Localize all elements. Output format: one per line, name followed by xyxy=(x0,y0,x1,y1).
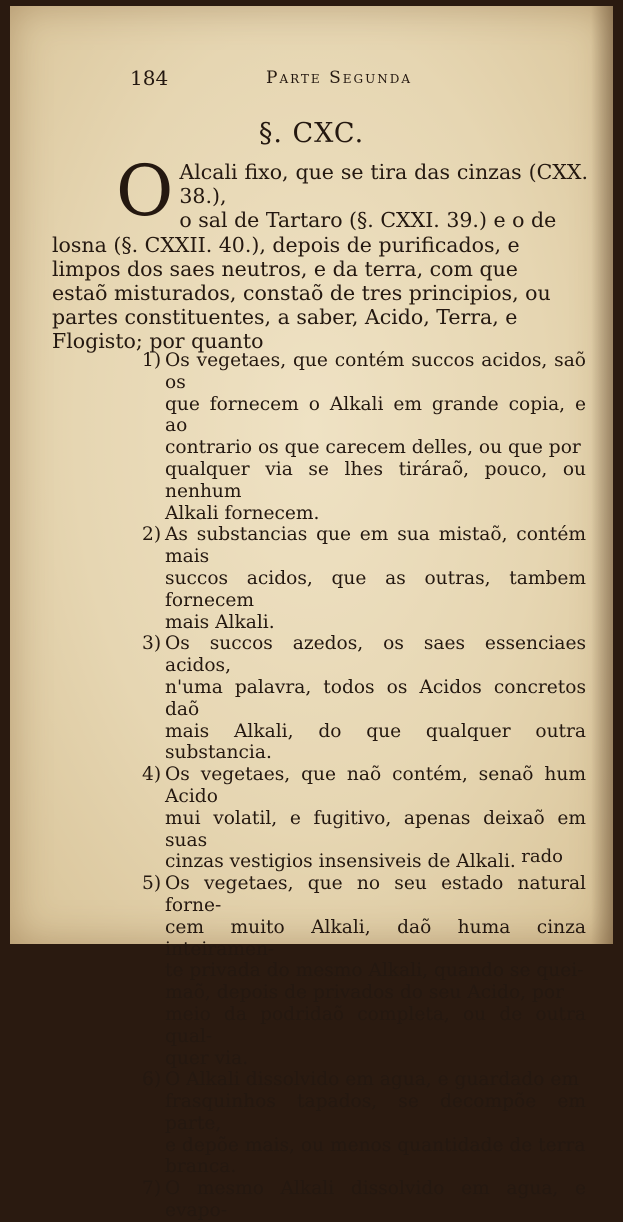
intro-line: limpos dos saes neutros, e da terra, com que xyxy=(52,256,518,281)
list-item xyxy=(142,350,586,524)
item-line: Alkali fornecem. xyxy=(165,502,320,524)
item-line: qualquer via se lhes tiráraõ, pouco, ou nenhum xyxy=(165,458,586,502)
item-number: 4) xyxy=(142,764,162,786)
intro-paragraph xyxy=(52,150,588,354)
intro-line: partes constituentes, a saber, Acido, Terra, e xyxy=(52,305,518,330)
item-line: succos acidos, que as outras, tambem fornecem xyxy=(165,567,586,611)
item-line: Os vegetaes, que naõ contém, senaõ hum Acido xyxy=(165,764,586,807)
item-number: 1) xyxy=(142,350,162,371)
page-number: 184 xyxy=(130,66,169,90)
intro-line: Alcali fixo, que se tira das cinzas (CXX. 38.), xyxy=(179,160,588,209)
item-line: frasquinhos tapados, se decompõe em parte, xyxy=(165,1091,586,1134)
item-line: contrario os que carecem delles, ou que por xyxy=(165,437,581,459)
numbered-list xyxy=(142,350,586,1222)
item-number: 5) xyxy=(142,873,162,895)
item-line: branca. xyxy=(165,1156,237,1178)
item-line: mais Alkali. xyxy=(165,611,275,633)
item-line: que fornecem o Alkali em grande copia, e ao xyxy=(165,393,586,437)
intro-line: losna (§. CXXII. 40.), depois de purificados, e xyxy=(52,232,520,257)
item-line: Os vegetaes, que contém succos acidos, saõ os xyxy=(165,350,586,393)
running-head: Parte Segunda xyxy=(266,68,412,88)
list-item xyxy=(142,524,586,633)
item-line: cinzas vestigios insensiveis de Alkali. xyxy=(165,851,516,873)
item-line: Os succos azedos, os saes essenciaes acidos, xyxy=(165,633,586,677)
item-number: 2) xyxy=(142,524,162,546)
item-number: 6) xyxy=(142,1069,162,1091)
list-item xyxy=(142,633,586,764)
list-item xyxy=(142,1069,586,1178)
intro-line: o sal de Tartaro (§. CXXI. 39.) e o de xyxy=(179,208,557,233)
item-line: quer via. xyxy=(165,1047,249,1069)
item-line: meio da podridaõ completa, ou de outra qual- xyxy=(165,1003,586,1047)
item-line: Os vegetaes, que no seu estado natural fornе- xyxy=(165,873,586,916)
intro-line: estaõ misturados, constaõ de tres principios, ou xyxy=(52,281,551,306)
catchword: rado xyxy=(521,846,563,867)
item-line: mui volatil, e fugitivo, apenas deixaõ em suas xyxy=(165,807,586,851)
list-item xyxy=(142,1178,586,1222)
item-line: As substancias que em sua mistaõ, contém mais xyxy=(165,524,586,568)
drop-cap: O xyxy=(116,150,174,232)
section-heading: §. CXC. xyxy=(258,118,365,149)
item-line: n'uma palavra, todos os Acidos concretos daõ xyxy=(165,676,586,720)
item-number: 7) xyxy=(142,1178,162,1200)
item-line: maõ, depois de privados do seu Acido, por xyxy=(165,982,564,1004)
item-line: te privada do mesmo Alkali, quando se quei- xyxy=(165,960,584,982)
item-number: 3) xyxy=(142,633,162,655)
item-line: e depõe mais, ou menos quantidade de terra xyxy=(165,1134,586,1156)
item-line: cem muito Alkali, daõ huma cinza inteiramen- xyxy=(165,916,586,960)
item-line: O Alkali dissolvido em agua, e guardado em xyxy=(165,1069,580,1091)
item-line: O mesmo Alkali dissolvido em agua, e evapo- xyxy=(165,1178,586,1222)
book-page xyxy=(10,6,613,1222)
list-item xyxy=(142,764,586,873)
list-item xyxy=(142,873,586,1069)
item-line: mais Alkali, do que qualquer outra substancia. xyxy=(165,720,586,764)
intro-line: Flogisto; por quanto xyxy=(52,329,264,354)
